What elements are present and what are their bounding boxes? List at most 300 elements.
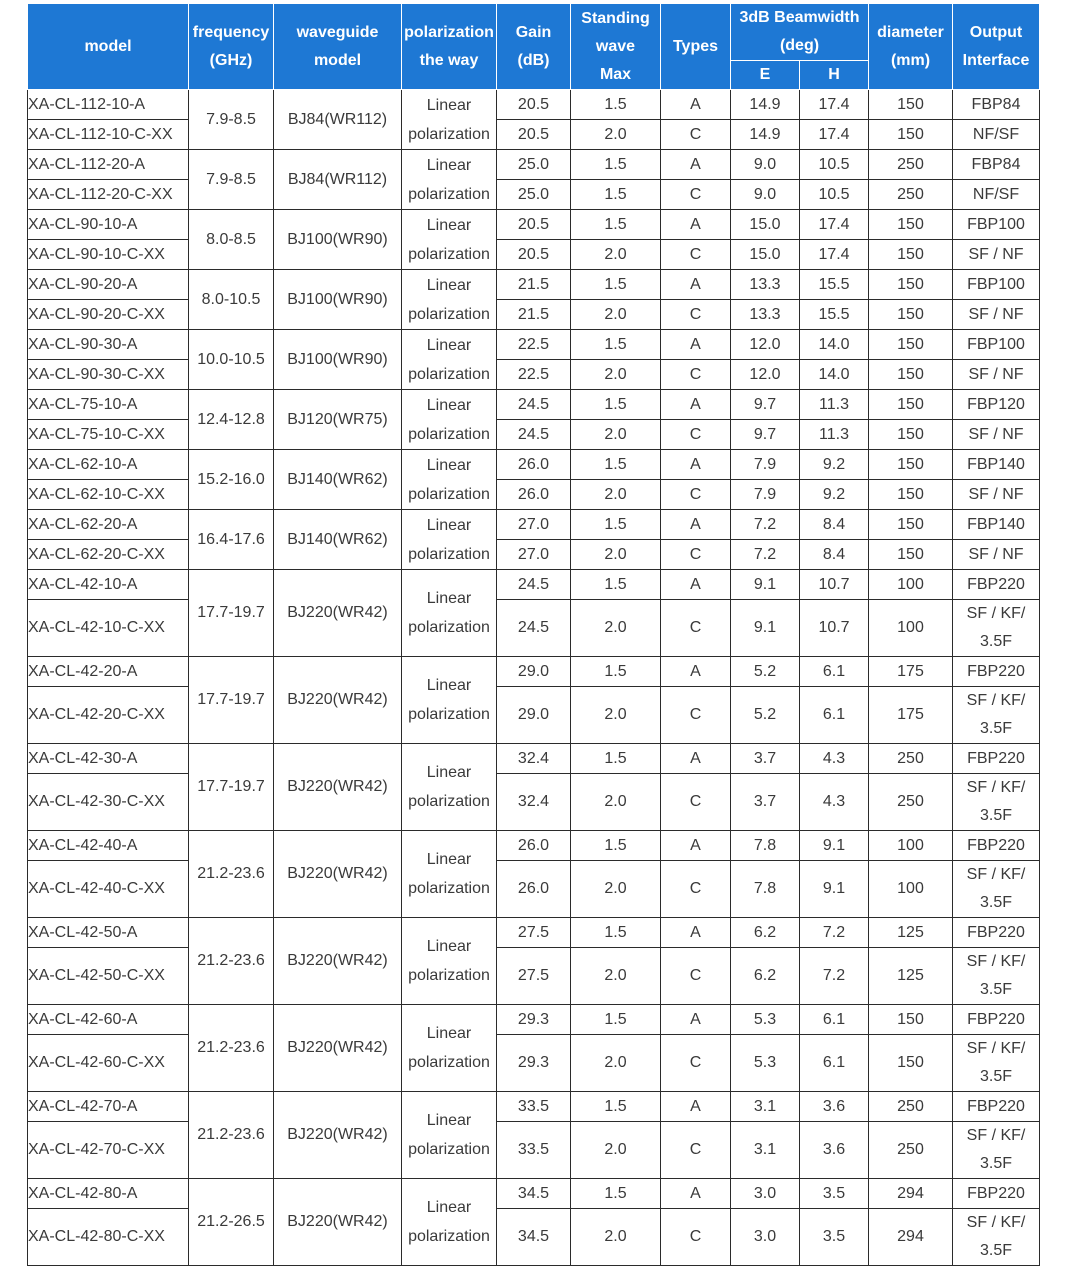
vswr-cell: 1.5 (571, 510, 661, 540)
diameter-cell: 150 (869, 90, 953, 120)
output-cell: SF / NF (953, 300, 1040, 330)
output-cell: FBP100 (953, 210, 1040, 240)
output-cell: FBP220 (953, 744, 1040, 774)
diameter-cell: 294 (869, 1209, 953, 1266)
table-row (28, 1092, 1040, 1122)
model-cell: XA-CL-62-20-A (28, 510, 189, 540)
beam-h-cell: 17.4 (800, 120, 869, 150)
waveguide-cell: BJ120(WR75) (274, 390, 402, 450)
frequency-cell: 17.7-19.7 (189, 744, 274, 831)
waveguide-cell: BJ220(WR42) (274, 831, 402, 918)
diameter-cell: 150 (869, 120, 953, 150)
polarization-line: polarization (408, 793, 490, 810)
output-cell: FBP220 (953, 1179, 1040, 1209)
table-row (28, 480, 1040, 510)
model-cell: XA-CL-62-10-C-XX (28, 480, 189, 510)
type-cell: A (661, 657, 731, 687)
type-cell: A (661, 450, 731, 480)
type-cell: C (661, 1209, 731, 1266)
polarization-cell (402, 330, 497, 390)
output-cell: FBP100 (953, 330, 1040, 360)
table-row (28, 1005, 1040, 1035)
model-cell: XA-CL-42-60-C-XX (28, 1035, 189, 1092)
output-cell: FBP100 (953, 270, 1040, 300)
type-cell: C (661, 420, 731, 450)
table-row (28, 1209, 1040, 1266)
beam-h-cell: 11.3 (800, 390, 869, 420)
vswr-cell: 2.0 (571, 600, 661, 657)
output-cell: SF / NF (953, 360, 1040, 390)
table-row (28, 657, 1040, 687)
gain-cell: 27.0 (497, 540, 571, 570)
model-cell: XA-CL-75-10-A (28, 390, 189, 420)
frequency-cell: 15.2-16.0 (189, 450, 274, 510)
waveguide-cell: BJ100(WR90) (274, 270, 402, 330)
vswr-cell: 1.5 (571, 90, 661, 120)
gain-cell: 25.0 (497, 150, 571, 180)
frequency-cell: 21.2-26.5 (189, 1179, 274, 1266)
beam-e-cell: 13.3 (731, 300, 800, 330)
gain-cell: 29.3 (497, 1005, 571, 1035)
type-cell: C (661, 240, 731, 270)
beam-h-cell: 10.5 (800, 180, 869, 210)
beam-h-cell: 17.4 (800, 90, 869, 120)
beam-h-cell: 15.5 (800, 300, 869, 330)
waveguide-cell: BJ84(WR112) (274, 150, 402, 210)
polarization-line: Linear (426, 336, 472, 354)
header-waveguide-line2: model (313, 51, 362, 69)
polarization-line: Linear (426, 456, 472, 474)
model-cell: XA-CL-62-10-A (28, 450, 189, 480)
header-frequency-line: frequency (192, 23, 270, 41)
type-cell: A (661, 390, 731, 420)
polarization-line: polarization (408, 185, 490, 203)
beam-h-cell: 17.4 (800, 210, 869, 240)
gain-cell: 33.5 (497, 1122, 571, 1179)
diameter-cell: 150 (869, 330, 953, 360)
beam-e-cell: 3.0 (731, 1209, 800, 1266)
gain-cell: 27.5 (497, 918, 571, 948)
model-cell: XA-CL-42-40-C-XX (28, 861, 189, 918)
vswr-cell: 1.5 (571, 450, 661, 480)
waveguide-cell: BJ220(WR42) (274, 570, 402, 657)
model-cell: XA-CL-42-70-C-XX (28, 1122, 189, 1179)
vswr-cell: 1.5 (571, 918, 661, 948)
beam-e-cell: 12.0 (731, 330, 800, 360)
vswr-cell: 2.0 (571, 360, 661, 390)
vswr-cell: 1.5 (571, 390, 661, 420)
waveguide-cell: BJ220(WR42) (274, 744, 402, 831)
frequency-cell: 12.4-12.8 (189, 390, 274, 450)
output-cell: FBP220 (953, 657, 1040, 687)
table-row (28, 687, 1040, 744)
beam-h-cell: 14.0 (800, 330, 869, 360)
type-cell: A (661, 90, 731, 120)
vswr-cell: 2.0 (571, 774, 661, 831)
type-cell: C (661, 120, 731, 150)
vswr-cell: 1.5 (571, 657, 661, 687)
gain-cell: 24.5 (497, 420, 571, 450)
beam-h-cell: 7.2 (800, 948, 869, 1005)
waveguide-cell: BJ140(WR62) (274, 450, 402, 510)
polarization-cell (402, 744, 497, 831)
vswr-cell: 1.5 (571, 180, 661, 210)
table-body (28, 90, 1040, 1266)
beam-h-cell: 14.0 (800, 360, 869, 390)
polarization-line: polarization (408, 880, 490, 897)
beam-h-cell: 17.4 (800, 240, 869, 270)
polarization-line: polarization (408, 706, 490, 723)
frequency-cell: 21.2-23.6 (189, 831, 274, 918)
vswr-cell: 2.0 (571, 420, 661, 450)
polarization-line: Linear (426, 1199, 472, 1216)
type-cell: C (661, 1122, 731, 1179)
diameter-cell: 150 (869, 390, 953, 420)
beam-e-cell: 6.2 (731, 918, 800, 948)
output-cell: FBP120 (953, 390, 1040, 420)
beam-e-cell: 9.1 (731, 600, 800, 657)
type-cell: A (661, 510, 731, 540)
beam-h-cell: 11.3 (800, 420, 869, 450)
type-cell: A (661, 744, 731, 774)
model-cell: XA-CL-42-50-A (28, 918, 189, 948)
beam-e-cell: 14.9 (731, 90, 800, 120)
diameter-cell: 100 (869, 570, 953, 600)
table-row (28, 180, 1040, 210)
type-cell: A (661, 1005, 731, 1035)
type-cell: C (661, 300, 731, 330)
header-types: Types (661, 4, 731, 90)
gain-cell: 20.5 (497, 240, 571, 270)
vswr-cell: 1.5 (571, 570, 661, 600)
beam-h-cell: 3.6 (800, 1092, 869, 1122)
polarization-line: Linear (426, 396, 472, 414)
model-cell: XA-CL-112-20-A (28, 150, 189, 180)
type-cell: C (661, 1035, 731, 1092)
type-cell: C (661, 480, 731, 510)
beam-e-cell: 7.9 (731, 480, 800, 510)
vswr-cell: 1.5 (571, 1092, 661, 1122)
polarization-line: polarization (408, 425, 490, 443)
header-output (953, 4, 1040, 90)
diameter-cell: 250 (869, 150, 953, 180)
frequency-cell: 21.2-23.6 (189, 1005, 274, 1092)
gain-cell: 32.4 (497, 744, 571, 774)
model-cell: XA-CL-42-30-A (28, 744, 189, 774)
output-cell: SF / NF (953, 240, 1040, 270)
vswr-cell: 1.5 (571, 330, 661, 360)
beam-e-cell: 15.0 (731, 210, 800, 240)
output-cell: FBP84 (953, 90, 1040, 120)
output-cell: FBP220 (953, 1005, 1040, 1035)
vswr-cell: 1.5 (571, 1179, 661, 1209)
header-diameter (869, 4, 953, 90)
beam-e-cell: 7.8 (731, 831, 800, 861)
table-row (28, 510, 1040, 540)
diameter-cell: 150 (869, 270, 953, 300)
waveguide-cell: BJ220(WR42) (274, 1005, 402, 1092)
polarization-line: Linear (426, 516, 472, 534)
table-row (28, 861, 1040, 918)
beam-e-cell: 7.2 (731, 510, 800, 540)
vswr-cell: 2.0 (571, 480, 661, 510)
table-row (28, 270, 1040, 300)
polarization-cell (402, 450, 497, 510)
header-gain (497, 4, 571, 90)
model-cell: XA-CL-90-20-A (28, 270, 189, 300)
waveguide-cell: BJ100(WR90) (274, 330, 402, 390)
vswr-cell: 2.0 (571, 240, 661, 270)
model-cell: XA-CL-90-20-C-XX (28, 300, 189, 330)
polarization-line: Linear (426, 764, 472, 781)
model-cell: XA-CL-112-20-C-XX (28, 180, 189, 210)
header-waveguide-line: waveguide (296, 23, 379, 41)
diameter-cell: 100 (869, 861, 953, 918)
vswr-cell: 1.5 (571, 150, 661, 180)
vswr-cell: 1.5 (571, 210, 661, 240)
beam-e-cell: 15.0 (731, 240, 800, 270)
polarization-line: polarization (408, 545, 490, 563)
polarization-line: polarization (408, 1228, 490, 1245)
beam-h-cell: 10.7 (800, 600, 869, 657)
header-frequency-unit: (GHz) (209, 51, 253, 69)
header-gain-unit: (dB) (517, 51, 550, 69)
beam-e-cell: 5.3 (731, 1005, 800, 1035)
gain-cell: 33.5 (497, 1092, 571, 1122)
header-vswr (571, 4, 661, 90)
model-cell: XA-CL-42-10-A (28, 570, 189, 600)
header-frequency (189, 4, 274, 90)
gain-cell: 34.5 (497, 1209, 571, 1266)
beam-e-cell: 9.0 (731, 150, 800, 180)
beam-e-cell: 7.2 (731, 540, 800, 570)
header-diameter-unit: (mm) (890, 51, 931, 69)
type-cell: A (661, 570, 731, 600)
polarization-line: polarization (408, 619, 490, 636)
table-row (28, 390, 1040, 420)
header-vswr-line2: wave (595, 37, 636, 55)
beam-e-cell: 9.1 (731, 570, 800, 600)
type-cell: A (661, 1179, 731, 1209)
vswr-cell: 2.0 (571, 300, 661, 330)
beam-h-cell: 6.1 (800, 657, 869, 687)
type-cell: C (661, 540, 731, 570)
polarization-cell (402, 90, 497, 150)
table-row (28, 450, 1040, 480)
diameter-cell: 150 (869, 510, 953, 540)
gain-cell: 26.0 (497, 861, 571, 918)
header-beamwidth-unit: (deg) (779, 37, 820, 54)
output-cell: FBP220 (953, 570, 1040, 600)
diameter-cell: 150 (869, 1005, 953, 1035)
model-cell: XA-CL-62-20-C-XX (28, 540, 189, 570)
gain-cell: 29.0 (497, 687, 571, 744)
vswr-cell: 1.5 (571, 270, 661, 300)
polarization-cell (402, 1092, 497, 1179)
beam-h-cell: 4.3 (800, 744, 869, 774)
type-cell: C (661, 687, 731, 744)
frequency-cell: 17.7-19.7 (189, 657, 274, 744)
gain-cell: 26.0 (497, 450, 571, 480)
beam-e-cell: 5.3 (731, 1035, 800, 1092)
waveguide-cell: BJ84(WR112) (274, 90, 402, 150)
polarization-line: Linear (426, 216, 472, 234)
polarization-line: polarization (408, 967, 490, 984)
type-cell: A (661, 150, 731, 180)
gain-cell: 22.5 (497, 360, 571, 390)
beam-h-cell: 9.2 (800, 480, 869, 510)
diameter-cell: 175 (869, 657, 953, 687)
polarization-cell (402, 1005, 497, 1092)
gain-cell: 29.0 (497, 657, 571, 687)
table-row (28, 360, 1040, 390)
polarization-line: Linear (426, 96, 472, 114)
beam-e-cell: 3.7 (731, 774, 800, 831)
type-cell: A (661, 831, 731, 861)
polarization-line: Linear (426, 156, 472, 174)
diameter-cell: 250 (869, 1122, 953, 1179)
header-model: model (28, 4, 189, 90)
frequency-cell: 17.7-19.7 (189, 570, 274, 657)
header-beamwidth-line: 3dB Beamwidth (739, 9, 860, 26)
beam-e-cell: 9.7 (731, 420, 800, 450)
polarization-cell (402, 210, 497, 270)
model-cell: XA-CL-90-30-A (28, 330, 189, 360)
beam-h-cell: 10.5 (800, 150, 869, 180)
header-diameter-line: diameter (877, 23, 944, 41)
beam-h-cell: 9.1 (800, 831, 869, 861)
header-beamwidth (731, 4, 869, 61)
diameter-cell: 125 (869, 948, 953, 1005)
header-gain-line: Gain (515, 23, 552, 41)
header-beam-e: E (731, 61, 800, 90)
model-cell: XA-CL-42-80-A (28, 1179, 189, 1209)
polarization-line: Linear (426, 1112, 472, 1129)
vswr-cell: 2.0 (571, 861, 661, 918)
diameter-cell: 150 (869, 420, 953, 450)
beam-h-cell: 8.4 (800, 510, 869, 540)
table-row (28, 831, 1040, 861)
beam-h-cell: 7.2 (800, 918, 869, 948)
gain-cell: 34.5 (497, 1179, 571, 1209)
table-row (28, 120, 1040, 150)
beam-h-cell: 10.7 (800, 570, 869, 600)
beam-e-cell: 13.3 (731, 270, 800, 300)
table-row (28, 1035, 1040, 1092)
output-cell: SF / KF/ 3.5F (953, 1209, 1040, 1266)
polarization-cell (402, 657, 497, 744)
output-cell: FBP140 (953, 510, 1040, 540)
table-row (28, 240, 1040, 270)
waveguide-cell: BJ100(WR90) (274, 210, 402, 270)
gain-cell: 26.0 (497, 831, 571, 861)
model-cell: XA-CL-42-80-C-XX (28, 1209, 189, 1266)
output-cell: SF / KF/ 3.5F (953, 948, 1040, 1005)
output-cell: SF / KF/ 3.5F (953, 600, 1040, 657)
gain-cell: 21.5 (497, 300, 571, 330)
table-row (28, 420, 1040, 450)
gain-cell: 25.0 (497, 180, 571, 210)
header-vswr-line: Standing (581, 9, 650, 27)
beam-e-cell: 12.0 (731, 360, 800, 390)
diameter-cell: 250 (869, 744, 953, 774)
diameter-cell: 175 (869, 687, 953, 744)
polarization-line: Linear (426, 938, 472, 955)
model-cell: XA-CL-112-10-C-XX (28, 120, 189, 150)
vswr-cell: 2.0 (571, 540, 661, 570)
waveguide-cell: BJ220(WR42) (274, 1092, 402, 1179)
beam-e-cell: 3.1 (731, 1122, 800, 1179)
output-cell: SF / KF/ 3.5F (953, 687, 1040, 744)
polarization-line: Linear (426, 276, 472, 294)
polarization-line: Linear (426, 1025, 472, 1042)
model-cell: XA-CL-90-10-A (28, 210, 189, 240)
vswr-cell: 1.5 (571, 1005, 661, 1035)
table-row (28, 540, 1040, 570)
gain-cell: 24.5 (497, 570, 571, 600)
polarization-line: polarization (408, 245, 490, 263)
polarization-cell (402, 150, 497, 210)
beam-h-cell: 6.1 (800, 1035, 869, 1092)
polarization-line: polarization (408, 1141, 490, 1158)
polarization-cell (402, 510, 497, 570)
frequency-cell: 7.9-8.5 (189, 90, 274, 150)
output-cell: FBP84 (953, 150, 1040, 180)
polarization-cell (402, 831, 497, 918)
output-cell: NF/SF (953, 120, 1040, 150)
diameter-cell: 150 (869, 450, 953, 480)
polarization-line: Linear (426, 590, 472, 607)
beam-e-cell: 3.1 (731, 1092, 800, 1122)
beam-e-cell: 5.2 (731, 657, 800, 687)
output-cell: SF / KF/ 3.5F (953, 774, 1040, 831)
gain-cell: 29.3 (497, 1035, 571, 1092)
gain-cell: 32.4 (497, 774, 571, 831)
polarization-cell (402, 570, 497, 657)
model-cell: XA-CL-90-10-C-XX (28, 240, 189, 270)
model-cell: XA-CL-42-50-C-XX (28, 948, 189, 1005)
type-cell: A (661, 918, 731, 948)
diameter-cell: 150 (869, 480, 953, 510)
output-cell: SF / NF (953, 420, 1040, 450)
type-cell: C (661, 360, 731, 390)
beam-h-cell: 8.4 (800, 540, 869, 570)
output-cell: SF / KF/ 3.5F (953, 1122, 1040, 1179)
table-header (28, 4, 1040, 90)
table-row (28, 1122, 1040, 1179)
header-polarization-line: polarization (404, 23, 494, 41)
beam-e-cell: 6.2 (731, 948, 800, 1005)
beam-h-cell: 9.1 (800, 861, 869, 918)
model-cell: XA-CL-42-20-A (28, 657, 189, 687)
type-cell: A (661, 1092, 731, 1122)
diameter-cell: 150 (869, 360, 953, 390)
model-cell: XA-CL-90-30-C-XX (28, 360, 189, 390)
beam-e-cell: 5.2 (731, 687, 800, 744)
gain-cell: 27.0 (497, 510, 571, 540)
beam-h-cell: 6.1 (800, 687, 869, 744)
output-cell: NF/SF (953, 180, 1040, 210)
output-cell: FBP220 (953, 1092, 1040, 1122)
frequency-cell: 21.2-23.6 (189, 918, 274, 1005)
table-row (28, 1179, 1040, 1209)
diameter-cell: 294 (869, 1179, 953, 1209)
vswr-cell: 2.0 (571, 687, 661, 744)
beam-e-cell: 3.0 (731, 1179, 800, 1209)
frequency-cell: 21.2-23.6 (189, 1092, 274, 1179)
gain-cell: 26.0 (497, 480, 571, 510)
beam-e-cell: 7.8 (731, 861, 800, 918)
